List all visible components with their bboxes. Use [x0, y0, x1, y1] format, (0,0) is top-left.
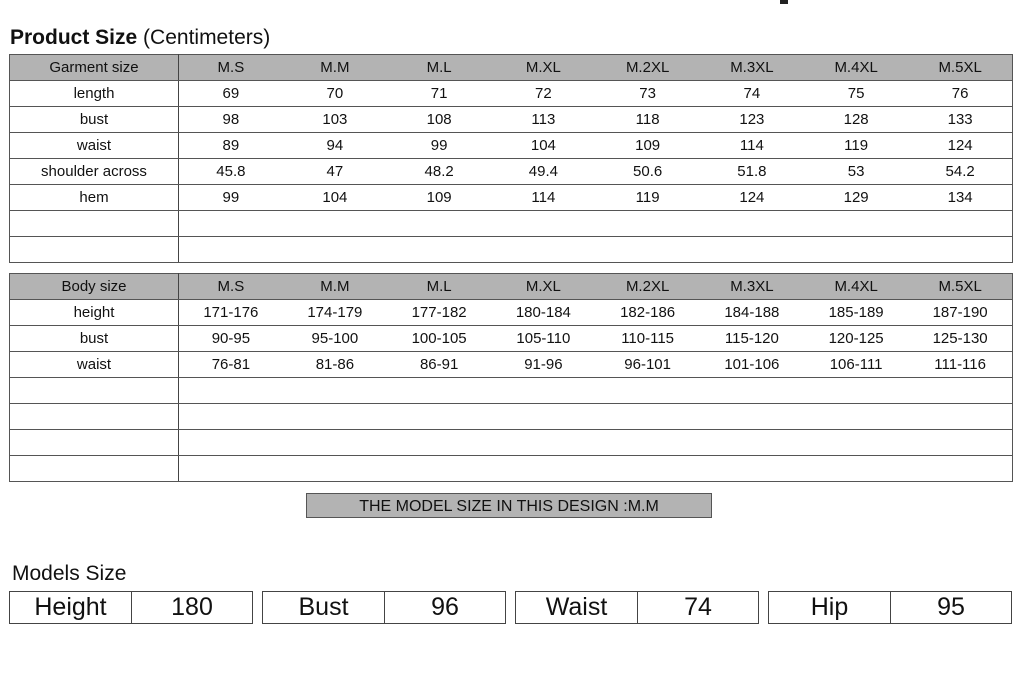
- table-cell: 110-115: [596, 326, 700, 352]
- table-cell: M.5XL: [908, 55, 1012, 81]
- table-cell: 98: [179, 107, 283, 133]
- table-cell: [179, 404, 1013, 430]
- decorative-mark: [780, 0, 788, 4]
- table-cell: M.2XL: [596, 55, 700, 81]
- table-cell: 70: [283, 81, 387, 107]
- table-cell: M.M: [283, 274, 387, 300]
- table-cell: 174-179: [283, 300, 387, 326]
- table-cell: 114: [491, 185, 595, 211]
- row-label: bust: [10, 326, 179, 352]
- table-cell: 99: [179, 185, 283, 211]
- table-cell: 89: [179, 133, 283, 159]
- table-row: [10, 185, 1013, 211]
- table-cell: [179, 211, 1013, 237]
- row-label: waist: [10, 352, 179, 378]
- table-cell: 75: [804, 81, 908, 107]
- model-measure-label: Hip: [768, 591, 891, 624]
- table-cell: 104: [491, 133, 595, 159]
- table-cell: M.XL: [491, 274, 595, 300]
- row-label: Garment size: [10, 55, 179, 81]
- row-label: Body size: [10, 274, 179, 300]
- table-cell: 119: [804, 133, 908, 159]
- table-cell: 47: [283, 159, 387, 185]
- page-title-main: Product Size: [10, 26, 138, 49]
- table-cell: 114: [700, 133, 804, 159]
- table-cell: 184-188: [700, 300, 804, 326]
- table-cell: 54.2: [908, 159, 1012, 185]
- table-cell: M.3XL: [700, 274, 804, 300]
- model-measure-label: Height: [9, 591, 132, 624]
- table-empty-row: [10, 237, 1013, 263]
- row-label: shoulder across: [10, 159, 179, 185]
- row-label: [10, 237, 179, 263]
- table-cell: 105-110: [491, 326, 595, 352]
- table-cell: [179, 430, 1013, 456]
- table-cell: [179, 237, 1013, 263]
- table-cell: 129: [804, 185, 908, 211]
- table-cell: M.4XL: [804, 274, 908, 300]
- table-cell: 109: [596, 133, 700, 159]
- table-cell: 124: [908, 133, 1012, 159]
- row-label: hem: [10, 185, 179, 211]
- table-cell: 95-100: [283, 326, 387, 352]
- table-cell: 108: [387, 107, 491, 133]
- table-cell: M.S: [179, 55, 283, 81]
- table-cell: M.L: [387, 55, 491, 81]
- table-cell: 123: [700, 107, 804, 133]
- table-cell: 171-176: [179, 300, 283, 326]
- table-cell: 182-186: [596, 300, 700, 326]
- table-cell: 49.4: [491, 159, 595, 185]
- table-row: [10, 81, 1013, 107]
- table-cell: 101-106: [700, 352, 804, 378]
- table-cell: 119: [596, 185, 700, 211]
- table-empty-row: [10, 404, 1013, 430]
- table-cell: 90-95: [179, 326, 283, 352]
- table-cell: 111-116: [908, 352, 1012, 378]
- table-row: [10, 352, 1013, 378]
- table-cell: 86-91: [387, 352, 491, 378]
- table-cell: 69: [179, 81, 283, 107]
- table-cell: 45.8: [179, 159, 283, 185]
- table-cell: 76-81: [179, 352, 283, 378]
- table-cell: M.XL: [491, 55, 595, 81]
- table-row: [10, 326, 1013, 352]
- table-empty-row: [10, 456, 1013, 482]
- table-cell: M.2XL: [596, 274, 700, 300]
- row-label: bust: [10, 107, 179, 133]
- table-cell: 187-190: [908, 300, 1012, 326]
- table-cell: 53: [804, 159, 908, 185]
- table-cell: 115-120: [700, 326, 804, 352]
- body-size-table: [9, 273, 1013, 482]
- table-cell: M.5XL: [908, 274, 1012, 300]
- table-cell: M.L: [387, 274, 491, 300]
- table-cell: 104: [283, 185, 387, 211]
- table-cell: 109: [387, 185, 491, 211]
- model-size-note: THE MODEL SIZE IN THIS DESIGN :M.M: [306, 493, 712, 518]
- table-empty-row: [10, 430, 1013, 456]
- table-cell: 120-125: [804, 326, 908, 352]
- table-cell: 76: [908, 81, 1012, 107]
- table-cell: M.3XL: [700, 55, 804, 81]
- table-cell: M.M: [283, 55, 387, 81]
- model-measure-value: 74: [637, 591, 759, 624]
- row-label: length: [10, 81, 179, 107]
- table-cell: 99: [387, 133, 491, 159]
- model-measure-value: 96: [384, 591, 506, 624]
- garment-size-table: [9, 54, 1013, 263]
- row-label: [10, 211, 179, 237]
- table-cell: [179, 456, 1013, 482]
- model-measure-value: 95: [890, 591, 1012, 624]
- table-row: [10, 107, 1013, 133]
- table-cell: 72: [491, 81, 595, 107]
- table-cell: 96-101: [596, 352, 700, 378]
- table-cell: 73: [596, 81, 700, 107]
- table-cell: M.4XL: [804, 55, 908, 81]
- table-cell: 124: [700, 185, 804, 211]
- table-cell: [179, 378, 1013, 404]
- table-cell: 106-111: [804, 352, 908, 378]
- table-cell: 118: [596, 107, 700, 133]
- table-cell: 81-86: [283, 352, 387, 378]
- model-measure-label: Waist: [515, 591, 638, 624]
- models-size-row: [9, 591, 1013, 624]
- table-cell: 177-182: [387, 300, 491, 326]
- table-cell: 125-130: [908, 326, 1012, 352]
- table-cell: 51.8: [700, 159, 804, 185]
- table-cell: M.S: [179, 274, 283, 300]
- models-size-title: Models Size: [12, 562, 127, 585]
- model-measure-label: Bust: [262, 591, 385, 624]
- table-row: [10, 300, 1013, 326]
- table-cell: 180-184: [491, 300, 595, 326]
- model-measure-value: 180: [131, 591, 253, 624]
- table-header-row: [10, 55, 1013, 81]
- table-cell: 71: [387, 81, 491, 107]
- table-cell: 74: [700, 81, 804, 107]
- table-header-row: [10, 274, 1013, 300]
- row-label: [10, 404, 179, 430]
- table-row: [10, 133, 1013, 159]
- table-row: [10, 159, 1013, 185]
- page-title-unit: (Centimeters): [143, 26, 271, 49]
- table-cell: 128: [804, 107, 908, 133]
- row-label: waist: [10, 133, 179, 159]
- table-empty-row: [10, 378, 1013, 404]
- row-label: height: [10, 300, 179, 326]
- table-cell: 94: [283, 133, 387, 159]
- table-empty-row: [10, 211, 1013, 237]
- table-cell: 134: [908, 185, 1012, 211]
- row-label: [10, 430, 179, 456]
- row-label: [10, 378, 179, 404]
- row-label: [10, 456, 179, 482]
- table-cell: 113: [491, 107, 595, 133]
- table-cell: 133: [908, 107, 1012, 133]
- table-cell: 185-189: [804, 300, 908, 326]
- table-cell: 91-96: [491, 352, 595, 378]
- table-cell: 50.6: [596, 159, 700, 185]
- page-title: [10, 26, 270, 50]
- table-cell: 103: [283, 107, 387, 133]
- table-cell: 100-105: [387, 326, 491, 352]
- table-cell: 48.2: [387, 159, 491, 185]
